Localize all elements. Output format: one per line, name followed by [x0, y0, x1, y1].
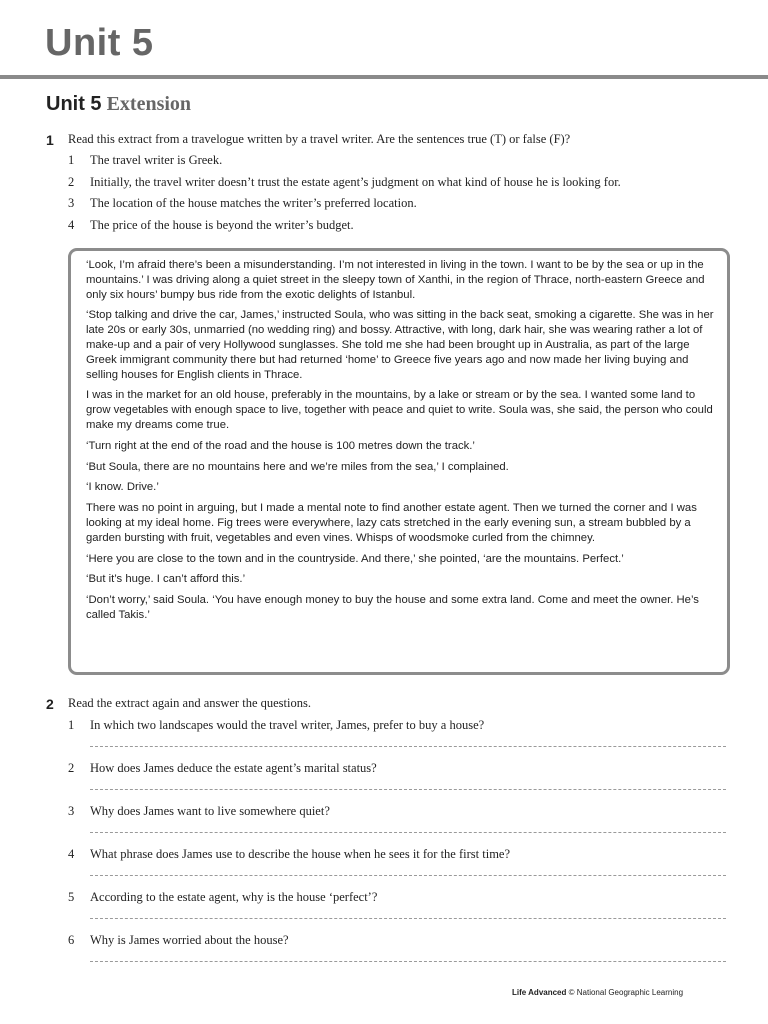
answer-line[interactable]	[90, 746, 726, 747]
item-number: 2	[68, 174, 75, 189]
list-item	[68, 175, 728, 197]
list-item	[68, 196, 728, 218]
header-rule	[0, 75, 768, 79]
question-item	[68, 718, 728, 761]
list-item	[68, 218, 728, 240]
item-number: 1	[68, 718, 75, 732]
item-text: How does James deduce the estate agent’s marital status?	[90, 761, 377, 775]
item-text: What phrase does James use to describe the house when he sees it for the first time?	[90, 847, 511, 861]
passage-paragraph: There was no point in arguing, but I made a mental note to find another estate agent. Then we turned the corner and I was looking at my ideal home. Fig trees were everywhere, lazy cats stretched in the early evening sun, a stream bubbled by a garden bursting with fruit, vegetables and even vines. Whisps of woodsmoke curled from the chimney.	[86, 502, 697, 544]
item-text: In which two landscapes would the travel writer, James, prefer to buy a house?	[90, 718, 485, 732]
exercise-2-list	[68, 718, 728, 971]
item-number: 1	[68, 153, 75, 167]
question-item	[68, 761, 728, 804]
passage-paragraph: ‘I know. Drive.’	[86, 481, 159, 494]
footer-brand: Life Advanced	[512, 988, 567, 997]
item-text: Why does James want to live somewhere quiet?	[90, 804, 330, 818]
exercise-2-number: 2	[46, 696, 54, 712]
item-text: The price of the house is beyond the writer’s budget.	[90, 217, 354, 232]
exercise-1-instruction: Read this extract from a travelogue written by a travel writer. Are the sentences true (T) or false (F)?	[68, 132, 571, 146]
exercise-2-instruction: Read the extract again and answer the questions.	[68, 696, 311, 710]
answer-line[interactable]	[90, 832, 726, 833]
passage-paragraph: ‘Look, I’m afraid there’s been a misunderstanding. I’m not interested in living in the town. I want to be by the sea or up in the mountains.’ I was driving along a quiet street in the sleepy town of Xanthi, in the region of Thrace, north-eastern Greece and only six hours’ bumpy bus ride from the exotic delights of Istanbul.	[86, 259, 705, 301]
question-item	[68, 933, 728, 971]
question-item	[68, 847, 728, 890]
reading-passage	[68, 248, 730, 675]
unit-header: Unit 5	[45, 22, 154, 64]
question-item	[68, 804, 728, 847]
list-item	[68, 153, 728, 175]
footer-copyright: © National Geographic Learning	[568, 988, 684, 997]
answer-line[interactable]	[90, 789, 726, 790]
answer-line[interactable]	[90, 961, 726, 962]
passage-paragraph: I was in the market for an old house, preferably in the mountains, by a lake or stream or by the sea. I wanted some land to grow vegetables with enough space to live, together with peace and quiet to write. Soula was, she said, the person who could make my dreams come true.	[86, 389, 713, 431]
section-title	[46, 93, 191, 116]
exercise-1-list	[68, 153, 728, 239]
item-text: According to the estate agent, why is the house ‘perfect’?	[90, 890, 378, 904]
passage-paragraph: ‘Stop talking and drive the car, James,’ instructed Soula, who was sitting in the back seat, smoking a cigarette. She was in her late 20s or early 30s, unmarried (no wedding ring) and bossy. Attractive, with long, dark hair, she was wearing rather a lot of make-up and a pair of very Hollywood sunglasses. She told me she had been brought up in Australia, as part of the large Greek immigrant community there but had returned ‘home’ to Greece five years ago and now made her living buying and selling houses for English clients in Thrace.	[86, 309, 714, 381]
section-unit: Unit 5	[46, 93, 102, 115]
question-item	[68, 890, 728, 933]
passage-paragraph: ‘Don’t worry,’ said Soula. ‘You have enough money to buy the house and some extra land. Come and meet the owner. He’s called Takis.’	[86, 594, 699, 621]
item-number: 6	[68, 933, 75, 947]
passage-paragraph: ‘Turn right at the end of the road and the house is 100 metres down the track.’	[86, 439, 475, 452]
item-number: 2	[68, 761, 75, 775]
item-number: 5	[68, 890, 75, 904]
item-number: 3	[68, 804, 75, 818]
answer-line[interactable]	[90, 918, 726, 919]
item-text: The travel writer is Greek.	[90, 153, 223, 167]
section-extension: Extension	[106, 93, 192, 115]
passage-paragraph: ‘But it’s huge. I can’t afford this.’	[86, 573, 246, 586]
passage-paragraph: ‘Here you are close to the town and in the countryside. And there,’ she pointed, ‘are the mountains. Perfect.’	[86, 552, 624, 565]
item-number: 3	[68, 196, 75, 210]
page-footer	[512, 988, 683, 997]
item-text: Initially, the travel writer doesn’t trust the estate agent’s judgment on what kind of house he is looking for.	[90, 174, 621, 189]
passage-paragraph: ‘But Soula, there are no mountains here and we’re miles from the sea,’ I complained.	[86, 460, 509, 473]
exercise-1-number: 1	[46, 132, 54, 148]
item-text: The location of the house matches the writer’s preferred location.	[90, 196, 417, 210]
item-number: 4	[68, 847, 75, 861]
item-text: Why is James worried about the house?	[90, 933, 289, 947]
item-number: 4	[68, 217, 75, 232]
answer-line[interactable]	[90, 875, 726, 876]
